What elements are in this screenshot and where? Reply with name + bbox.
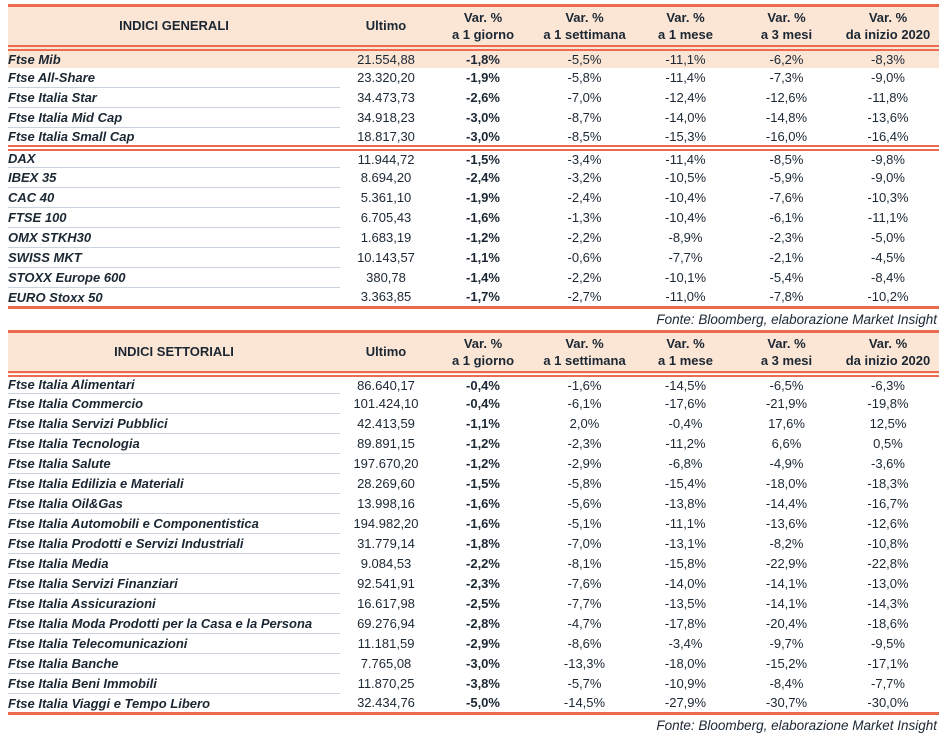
index-row [8,148,939,168]
var-3month-value: 17,6% [768,416,805,431]
var-ytd2020-value: -10,8% [867,536,909,551]
var-1day-value: -1,1% [466,250,500,265]
var-1day-value: -2,9% [466,636,500,651]
ultimo-value: 1.683,19 [360,230,412,245]
var-3month-value: -7,8% [769,289,804,305]
var-ytd2020-value: -4,5% [871,250,905,265]
var-1day-value: -1,1% [466,416,500,431]
var-1month-value: -12,4% [664,90,707,105]
ultimo-value: 34.473,73 [357,90,415,105]
index-name: STOXX Europe 600 [8,268,340,288]
var-1month-value: -11,2% [665,436,706,451]
var-1day-value: -1,2% [466,230,500,245]
italian-indices-group [8,48,939,148]
ultimo-value: 11.870,25 [357,676,415,691]
var-ytd2020-value: -3,6% [871,456,905,471]
var-1day-value: -5,0% [466,695,500,711]
var-3month-value: -14,1% [765,596,808,611]
var-1week-value: -13,3% [563,656,606,671]
var-1month-value: -10,4% [664,190,707,205]
var-3month-value: -30,7% [765,695,808,711]
index-name: Ftse Italia Assicurazioni [8,594,340,614]
index-name: Ftse Italia Servizi Pubblici [8,414,340,434]
index-name: Ftse Mib [8,48,340,68]
var-3month-value: -8,4% [769,676,804,691]
var-1week-value: -7,0% [567,90,602,105]
var-1week-value: -7,6% [567,576,602,591]
table-title: INDICI SETTORIALI [8,332,340,374]
index-row [8,534,939,554]
var-ytd2020-value: -9,0% [871,170,905,185]
header-line1: Var. % [463,9,503,25]
source-note: Fonte: Bloomberg, elaborazione Market Insight [656,312,937,327]
header-line2: a 3 mesi [760,26,813,42]
ultimo-value: 89.891,15 [357,436,415,451]
col-header-var-1-settimana [534,6,635,48]
var-ytd2020-value: -14,3% [867,596,909,611]
header-line1: Var. % [565,335,604,351]
index-row [8,374,939,394]
var-ytd2020-value: -7,7% [871,676,905,691]
ultimo-value: 86.640,17 [357,377,415,393]
var-3month-value: -6,5% [769,377,804,393]
var-1week-value: -8,6% [567,636,602,651]
index-name: Ftse Italia Telecomunicazioni [8,634,340,654]
ultimo-value: 9.084,53 [360,556,412,571]
index-name: Ftse Italia Banche [8,654,340,674]
header-line1: Var. % [767,335,806,351]
var-1day-value: -1,9% [466,190,500,205]
var-ytd2020-value: -9,8% [837,148,939,168]
index-row [8,614,939,634]
var-1week-value: -2,2% [567,270,602,285]
index-name: Ftse Italia Commercio [8,394,340,414]
index-name: Ftse Italia Oil&Gas [8,494,340,514]
var-1month-value: -15,4% [664,476,707,491]
ultimo-value: 194.982,20 [353,516,419,531]
var-3month-value: -12,6% [765,90,808,105]
var-1month-value: -10,9% [664,676,707,691]
index-row [8,554,939,574]
var-1month-value: -0,4% [668,416,703,431]
var-ytd2020-value: -11,8% [867,90,909,105]
var-3month-value: -5,9% [769,170,804,185]
european-indices-group [8,148,939,308]
index-name: EURO Stoxx 50 [8,288,340,308]
var-1month-value: -27,9% [664,695,707,711]
var-3month-value: -6,1% [769,210,804,225]
var-3month-value: -14,8% [765,110,808,125]
ultimo-value: 6.705,43 [360,210,412,225]
var-1week-value: -5,5% [534,48,635,68]
var-1day-value: -0,4% [466,396,500,411]
sector-indices-group [8,374,939,714]
var-1month-value: -13,8% [664,496,707,511]
var-3month-value: -7,6% [769,190,804,205]
index-name: Ftse Italia Viaggi e Tempo Libero [8,694,340,714]
var-1day-value: -2,3% [466,576,500,591]
index-row [8,48,939,68]
var-1day-value: -2,5% [466,596,500,611]
var-1day-value: -3,0% [466,656,500,671]
var-3month-value: -7,3% [769,70,804,85]
ultimo-value: 10.143,57 [357,250,415,265]
var-1month-value: -10,1% [664,270,707,285]
ultimo-value: 380,78 [366,270,406,285]
var-ytd2020-value: -10,3% [867,190,909,205]
var-ytd2020-value: -30,0% [867,695,909,711]
var-1week-value: -5,8% [567,476,602,491]
var-1month-value: -15,3% [664,128,707,144]
ultimo-value: 92.541,91 [357,576,415,591]
var-3month-value: -14,4% [765,496,808,511]
var-3month-value: -5,4% [769,270,804,285]
header-line2: a 1 giorno [451,26,515,42]
var-1month-value: -14,0% [664,110,707,125]
col-header-ultimo: Ultimo [340,6,432,48]
indici-settoriali-table [8,330,939,715]
index-row [8,228,939,248]
col-header-var-inizio-2020 [837,6,939,48]
var-1day-value: -3,0% [466,110,500,125]
index-name: SWISS MKT [8,248,340,268]
index-name: Ftse Italia Mid Cap [8,108,340,128]
ultimo-value: 101.424,10 [353,396,419,411]
header-row [8,6,939,48]
var-1week-value: -8,1% [567,556,602,571]
index-row [8,634,939,654]
index-name: OMX STKH30 [8,228,340,248]
var-1day-value: -2,2% [466,556,500,571]
var-3month-value: -8,5% [736,148,837,168]
index-row [8,208,939,228]
header-line1: Var. % [666,335,705,351]
index-row [8,694,939,714]
var-1week-value: -8,7% [567,110,602,125]
var-1month-value: -15,8% [664,556,707,571]
var-1day-value: -1,4% [466,270,500,285]
var-1week-value: -3,4% [534,148,635,168]
var-1day-value: -1,8% [466,536,500,551]
var-3month-value: -2,3% [769,230,804,245]
index-row [8,108,939,128]
var-1day-value: -2,4% [466,170,500,185]
index-row [8,268,939,288]
var-3month-value: -22,9% [765,556,808,571]
var-1month-value: -11,4% [635,148,736,168]
var-1day-value: -1,5% [432,148,534,168]
var-1week-value: -4,7% [567,616,602,631]
ultimo-value: 18.817,30 [357,128,415,144]
var-1week-value: -1,3% [567,210,602,225]
index-row [8,434,939,454]
var-1month-value: -14,5% [664,377,707,393]
var-1day-value: -1,5% [466,476,500,491]
index-row [8,594,939,614]
indici-generali-table [8,4,939,309]
ultimo-value: 23.320,20 [357,70,415,85]
ultimo-value: 13.998,16 [357,496,415,511]
var-3month-value: -6,2% [736,48,837,68]
var-3month-value: -9,7% [769,636,804,651]
var-1month-value: -17,6% [664,396,707,411]
var-1month-value: -11,1% [665,516,706,531]
col-header-var-inizio-2020 [837,332,939,374]
index-row [8,128,939,148]
var-1month-value: -17,8% [664,616,707,631]
index-name: Ftse Italia Star [8,88,340,108]
var-ytd2020-value: -8,4% [871,270,905,285]
var-ytd2020-value: -17,1% [867,656,909,671]
ultimo-value: 31.779,14 [357,536,415,551]
var-1week-value: -5,7% [567,676,602,691]
header-line1: Var. % [463,335,503,351]
var-1month-value: -18,0% [664,656,707,671]
col-header-var-1-giorno [432,6,534,48]
var-3month-value: -20,4% [765,616,808,631]
index-row [8,474,939,494]
var-1day-value: -1,6% [466,516,500,531]
var-1day-value: -1,2% [466,456,500,471]
var-1month-value: -10,5% [664,170,707,185]
ultimo-value: 7.765,08 [360,656,412,671]
ultimo-value: 197.670,20 [353,456,419,471]
var-3month-value: -21,9% [765,396,808,411]
var-1week-value: -7,0% [567,536,602,551]
header-line1: Var. % [868,335,908,351]
header-line1: Var. % [565,9,604,25]
header-line1: Var. % [767,9,806,25]
index-name: Ftse Italia Alimentari [8,374,340,394]
var-1week-value: -7,7% [567,596,602,611]
header-line2: a 1 settimana [543,352,626,368]
index-name: FTSE 100 [8,208,340,228]
index-name: Ftse Italia Media [8,554,340,574]
index-name: IBEX 35 [8,168,340,188]
col-header-var-1-settimana [534,332,635,374]
header-line2: a 1 settimana [543,26,626,42]
index-row [8,674,939,694]
index-row [8,188,939,208]
var-ytd2020-value: -8,3% [837,48,939,68]
var-1day-value: -0,4% [466,377,500,393]
index-row [8,414,939,434]
index-name: Ftse All-Share [8,68,340,88]
index-name: Ftse Italia Tecnologia [8,434,340,454]
var-ytd2020-value: -16,7% [867,496,909,511]
var-3month-value: -4,9% [769,456,804,471]
source-note: Fonte: Bloomberg, elaborazione Market Insight [656,718,937,733]
var-ytd2020-value: -10,2% [867,289,909,305]
index-row [8,494,939,514]
var-ytd2020-value: -5,0% [871,230,905,245]
header-line2: a 3 mesi [760,352,813,368]
index-name: Ftse Italia Salute [8,454,340,474]
var-1day-value: -3,8% [466,676,500,691]
index-name: Ftse Italia Prodotti e Servizi Industriali [8,534,340,554]
index-row [8,454,939,474]
header-line2: a 1 mese [658,352,713,368]
index-name: Ftse Italia Automobili e Componentistica [8,514,340,534]
header-line2: da inizio 2020 [845,352,931,368]
var-1day-value: -1,7% [466,289,500,305]
ultimo-value: 11.181,59 [357,636,415,651]
index-name: CAC 40 [8,188,340,208]
header-row [8,332,939,374]
index-name: Ftse Italia Moda Prodotti per la Casa e la Persona [8,614,340,634]
var-ytd2020-value: -13,0% [867,576,909,591]
var-1week-value: -14,5% [563,695,606,711]
col-header-var-3-mesi [736,6,837,48]
header-line2: a 1 mese [658,26,713,42]
var-1week-value: -5,6% [567,496,602,511]
ultimo-value: 3.363,85 [360,289,412,305]
var-1month-value: -6,8% [668,456,703,471]
var-1week-value: -2,7% [567,289,602,305]
var-1week-value: -0,6% [567,250,602,265]
ultimo-value: 42.413,59 [357,416,415,431]
var-1month-value: -3,4% [668,636,703,651]
var-ytd2020-value: -18,3% [867,476,909,491]
var-ytd2020-value: 0,5% [873,436,903,451]
var-1day-value: -1,8% [432,48,534,68]
var-1week-value: -8,5% [567,128,602,144]
var-1month-value: -11,1% [635,48,736,68]
ultimo-value: 34.918,23 [357,110,415,125]
var-1month-value: -10,4% [664,210,707,225]
var-ytd2020-value: -22,8% [867,556,909,571]
var-1day-value: -2,8% [466,616,500,631]
table-title: INDICI GENERALI [8,6,340,48]
col-header-var-1-mese [635,332,736,374]
var-ytd2020-value: -16,4% [867,128,909,144]
var-1week-value: -3,2% [567,170,602,185]
index-row [8,654,939,674]
index-name: Ftse Italia Edilizia e Materiali [8,474,340,494]
ultimo-value: 5.361,10 [360,190,412,205]
var-3month-value: -2,1% [769,250,804,265]
var-1day-value: -3,0% [466,128,500,144]
var-1month-value: -11,0% [665,289,706,305]
var-1week-value: -6,1% [567,396,602,411]
ultimo-value: 32.434,76 [357,695,415,711]
var-1day-value: -1,2% [466,436,500,451]
var-ytd2020-value: -11,1% [867,210,909,225]
var-1week-value: -2,3% [567,436,602,451]
var-1day-value: -1,6% [466,210,500,225]
var-1day-value: -1,9% [466,70,500,85]
var-1week-value: -5,8% [567,70,602,85]
var-ytd2020-value: -12,6% [867,516,909,531]
var-3month-value: -8,2% [769,536,804,551]
var-1month-value: -8,9% [668,230,703,245]
index-row [8,248,939,268]
var-ytd2020-value: -19,8% [867,396,909,411]
var-1week-value: -2,4% [567,190,602,205]
header-line2: a 1 giorno [451,352,515,368]
var-ytd2020-value: 12,5% [869,416,907,431]
col-header-var-1-mese [635,6,736,48]
index-row [8,514,939,534]
var-ytd2020-value: -6,3% [871,377,905,393]
var-3month-value: 6,6% [771,436,802,451]
col-header-var-3-mesi [736,332,837,374]
var-3month-value: -18,0% [765,476,808,491]
var-1week-value: -1,6% [567,377,602,393]
var-1week-value: -5,1% [567,516,602,531]
var-1month-value: -7,7% [668,250,703,265]
header-line2: da inizio 2020 [845,26,931,42]
var-ytd2020-value: -13,6% [867,110,909,125]
index-row [8,68,939,88]
var-1day-value: -1,6% [466,496,500,511]
var-3month-value: -13,6% [765,516,808,531]
index-name: Ftse Italia Beni Immobili [8,674,340,694]
var-1week-value: -2,9% [567,456,602,471]
var-1month-value: -11,4% [665,70,706,85]
var-ytd2020-value: -9,5% [871,636,905,651]
ultimo-value: 28.269,60 [357,476,415,491]
var-1week-value: 2,0% [569,416,600,431]
ultimo-value: 8.694,20 [360,170,412,185]
index-name: Ftse Italia Servizi Finanziari [8,574,340,594]
ultimo-value: 69.276,94 [357,616,415,631]
ultimo-value: 11.944,72 [340,148,432,168]
col-header-var-1-giorno [432,332,534,374]
index-row [8,288,939,308]
var-1week-value: -2,2% [567,230,602,245]
index-row [8,394,939,414]
var-1month-value: -13,1% [664,536,707,551]
col-header-ultimo: Ultimo [340,332,432,374]
index-row [8,168,939,188]
header-line1: Var. % [666,9,705,25]
index-row [8,574,939,594]
index-name: Ftse Italia Small Cap [8,128,340,148]
var-ytd2020-value: -9,0% [871,70,905,85]
var-3month-value: -14,1% [765,576,808,591]
index-name: DAX [8,148,340,168]
ultimo-value: 21.554,88 [340,48,432,68]
var-3month-value: -16,0% [765,128,808,144]
var-1day-value: -2,6% [466,90,500,105]
var-1month-value: -13,5% [664,596,707,611]
var-1month-value: -14,0% [664,576,707,591]
var-ytd2020-value: -18,6% [867,616,909,631]
var-3month-value: -15,2% [765,656,808,671]
header-line1: Var. % [868,9,908,25]
ultimo-value: 16.617,98 [357,596,415,611]
index-row [8,88,939,108]
